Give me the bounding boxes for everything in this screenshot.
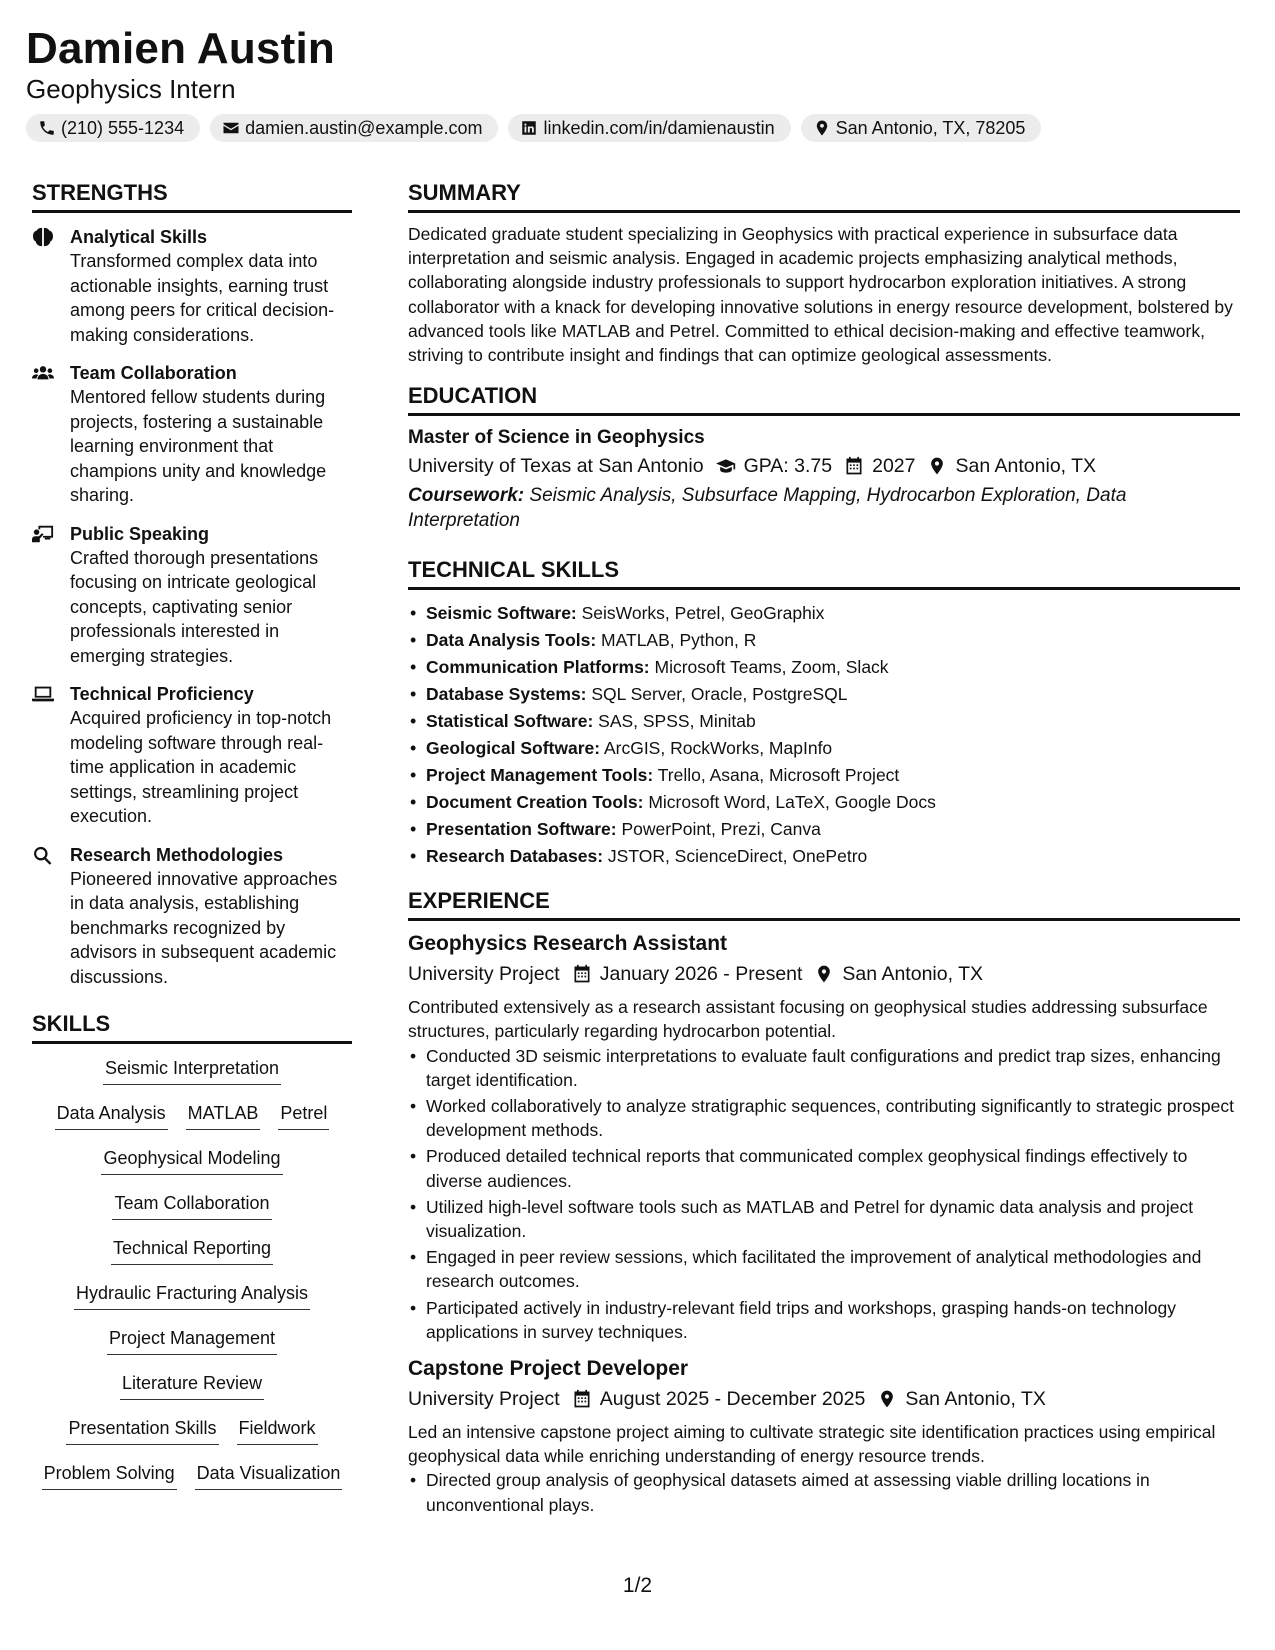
job-dates: August 2025 - December 2025 (599, 1388, 866, 1411)
skills-heading: SKILLS (32, 1009, 352, 1044)
resume-header (26, 22, 1041, 142)
coursework-label: Coursework: (408, 485, 525, 507)
tech-label: Project Management Tools: (426, 765, 654, 786)
left-column (32, 178, 352, 1506)
tech-value: ArcGIS, RockWorks, MapInfo (600, 738, 833, 759)
calendar-icon (572, 964, 592, 984)
skill-tag: Technical Reporting (111, 1236, 273, 1265)
users-icon (32, 363, 54, 383)
skill-tag: Hydraulic Fracturing Analysis (74, 1281, 310, 1310)
experience-heading: EXPERIENCE (408, 886, 1240, 921)
tech-value: Microsoft Teams, Zoom, Slack (649, 657, 889, 678)
experience-entry (408, 1354, 1240, 1517)
phone-icon (38, 119, 56, 137)
tech-label: Research Databases: (426, 846, 604, 867)
job-org: University Project (408, 1388, 560, 1411)
list-item (408, 789, 1240, 816)
job-location: San Antonio, TX (842, 963, 983, 986)
presenter-icon (32, 524, 54, 544)
brain-icon (32, 227, 54, 247)
contact-location-text: San Antonio, TX, 78205 (835, 117, 1026, 138)
strength-item (32, 843, 352, 990)
technical-skills-list (408, 600, 1240, 870)
tech-label: Communication Platforms: (426, 657, 650, 678)
strength-desc: Pioneered innovative approaches in data analysis, establishing benchmarks recognized by advisors in subsequent academic discussions. (70, 868, 338, 987)
strength-title: Research Methodologies (70, 844, 284, 865)
strength-desc: Mentored fellow students during projects, fostering a sustainable learning environment that champions unity and knowledge sharing. (70, 387, 327, 505)
gpa: GPA: 3.75 (743, 455, 833, 478)
coursework-list: Seismic Analysis, Subsurface Mapping, Hydrocarbon Exploration, Data Interpretation (408, 485, 1127, 532)
contact-phone-text: (210) 555-1234 (61, 117, 185, 138)
strength-item (32, 361, 352, 508)
job-location: San Antonio, TX (905, 1388, 1046, 1411)
location-icon (877, 1389, 897, 1409)
coursework (408, 483, 1240, 533)
contact-email[interactable] (210, 114, 498, 142)
contact-linkedin[interactable] (508, 114, 790, 142)
strength-item (32, 682, 352, 829)
list-item (408, 708, 1240, 735)
skill-tag: Data Analysis (55, 1101, 168, 1130)
strength-title: Technical Proficiency (70, 684, 254, 704)
list-item: • Participated actively in industry-relevant field trips and workshops, grasping hands-on technology applications in survey techniques. (408, 1296, 1240, 1344)
list-item (408, 600, 1240, 627)
tech-label: Geological Software: (426, 738, 601, 759)
contact-linkedin-text: linkedin.com/in/damienaustin (543, 117, 775, 138)
candidate-name: Damien Austin (26, 24, 336, 73)
list-item: • Worked collaboratively to analyze stratigraphic sequences, contributing significantly to strategic prospect development methods. (408, 1094, 1240, 1142)
graduation-year: 2027 (872, 455, 916, 478)
tech-value: SAS, SPSS, Minitab (593, 711, 756, 732)
tech-label: Presentation Software: (426, 819, 617, 840)
linkedin-icon (520, 119, 538, 137)
list-item (408, 681, 1240, 708)
skill-tag: Literature Review (120, 1371, 264, 1400)
school-name: University of Texas at San Antonio (408, 455, 704, 478)
tech-label: Seismic Software: (426, 603, 577, 624)
tech-value: SQL Server, Oracle, PostgreSQL (586, 684, 848, 705)
strength-desc: Crafted thorough presentations focusing on intricate geological concepts, captivating senior professionals interested in emerging strategies. (70, 547, 319, 666)
strength-title: Team Collaboration (70, 363, 237, 383)
strength-item (32, 225, 352, 347)
tech-value: JSTOR, ScienceDirect, OnePetro (603, 846, 868, 867)
skill-tag: Fieldwork (237, 1416, 318, 1445)
education-heading: EDUCATION (408, 381, 1240, 416)
page-number: 1/2 (622, 1574, 653, 1597)
job-bullets (408, 1468, 1240, 1516)
job-meta (408, 959, 1240, 989)
job-bullets (408, 1044, 1240, 1344)
list-item: • Engaged in peer review sessions, which facilitated the improvement of analytical methodologies and research outcomes. (408, 1245, 1240, 1293)
graduation-cap-icon (716, 456, 736, 476)
laptop-icon (32, 684, 54, 704)
strength-item (32, 522, 352, 669)
tech-value: Microsoft Word, LaTeX, Google Docs (643, 792, 936, 813)
list-item: • Utilized high-level software tools such as MATLAB and Petrel for dynamic data analysis and project visualization. (408, 1195, 1240, 1243)
tech-value: SeisWorks, Petrel, GeoGraphix (576, 603, 825, 624)
job-description: Contributed extensively as a research assistant focusing on geophysical studies addressing subsurface structures, particularly regarding hydrocarbon potential. (408, 997, 1208, 1042)
skill-tag: Geophysical Modeling (101, 1146, 282, 1175)
search-icon (32, 845, 54, 865)
tech-label: Statistical Software: (426, 711, 594, 732)
list-item (408, 654, 1240, 681)
job-description: Led an intensive capstone project aiming to cultivate strategic site identification practices using empirical geophysical data while enriching understanding of energy resource trends. (408, 1422, 1216, 1467)
calendar-icon (572, 1389, 592, 1409)
strength-desc: Transformed complex data into actionable insights, earning trust among peers for critical decision-making considerations. (70, 251, 335, 345)
contact-location (801, 114, 1042, 142)
list-item (408, 816, 1240, 843)
skills-list (32, 1056, 352, 1506)
list-item: • Directed group analysis of geophysical datasets aimed at assessing viable drilling locations in unconventional plays. (408, 1468, 1240, 1516)
tech-value: PowerPoint, Prezi, Canva (616, 819, 821, 840)
degree-title: Master of Science in Geophysics (408, 427, 705, 449)
tech-value: MATLAB, Python, R (596, 630, 757, 651)
right-column (408, 178, 1240, 1519)
list-item (408, 735, 1240, 762)
location-icon (813, 119, 831, 137)
list-item (408, 843, 1240, 870)
summary-heading: SUMMARY (408, 178, 1240, 213)
job-title: Geophysics Research Assistant (408, 932, 728, 956)
skill-tag: Petrel (278, 1101, 329, 1130)
calendar-icon (844, 456, 864, 476)
education-meta (408, 451, 1240, 481)
list-item (408, 762, 1240, 789)
envelope-icon (222, 119, 240, 137)
job-meta (408, 1384, 1240, 1414)
summary-text: Dedicated graduate student specializing in Geophysics with practical experience in subsurface data interpretation and seismic analysis. Engaged in academic projects emphasizing analytical methods, collaborating alongside industry professionals to support hydrocarbon exploration initiatives. A strong collaborator with a knack for developing innovative solutions in energy resource development, bolstered by advanced tools like MATLAB and Petrel. Committed to ethical decision-making and effective teamwork, striving to contribute insight and findings that can optimize geological assessments. (408, 224, 1233, 366)
technical-skills-heading: TECHNICAL SKILLS (408, 555, 1240, 590)
strength-title: Analytical Skills (70, 227, 208, 247)
skill-tag: Project Management (107, 1326, 277, 1355)
skill-tag: MATLAB (186, 1101, 261, 1130)
strengths-heading: STRENGTHS (32, 178, 352, 213)
job-title: Capstone Project Developer (408, 1357, 689, 1381)
tech-value: Trello, Asana, Microsoft Project (653, 765, 900, 786)
candidate-title: Geophysics Intern (26, 74, 236, 104)
skill-tag: Presentation Skills (66, 1416, 218, 1445)
location-icon (814, 964, 834, 984)
list-item: • Produced detailed technical reports that communicated complex geophysical findings effectively to diverse audiences. (408, 1144, 1240, 1192)
skill-tag: Team Collaboration (112, 1191, 271, 1220)
tech-label: Document Creation Tools: (426, 792, 644, 813)
skill-tag: Seismic Interpretation (103, 1056, 281, 1085)
strength-desc: Acquired proficiency in top-notch modeling software through real-time application in academic settings, streamlining project execution. (70, 708, 332, 826)
contact-phone[interactable] (26, 114, 200, 142)
experience-entry (408, 929, 1240, 1344)
contact-email-text: damien.austin@example.com (245, 117, 483, 138)
location-icon (927, 456, 947, 476)
list-item (408, 627, 1240, 654)
skill-tag: Data Visualization (195, 1461, 343, 1490)
school-location: San Antonio, TX (955, 455, 1097, 478)
skill-tag: Problem Solving (42, 1461, 177, 1490)
strength-title: Public Speaking (70, 523, 210, 544)
job-org: University Project (408, 963, 560, 986)
list-item: • Conducted 3D seismic interpretations to evaluate fault configurations and predict trap sizes, enhancing target identification. (408, 1044, 1240, 1092)
job-dates: January 2026 - Present (599, 963, 803, 986)
tech-label: Database Systems: (426, 684, 587, 705)
tech-label: Data Analysis Tools: (426, 630, 597, 651)
contact-bar (26, 114, 1041, 142)
